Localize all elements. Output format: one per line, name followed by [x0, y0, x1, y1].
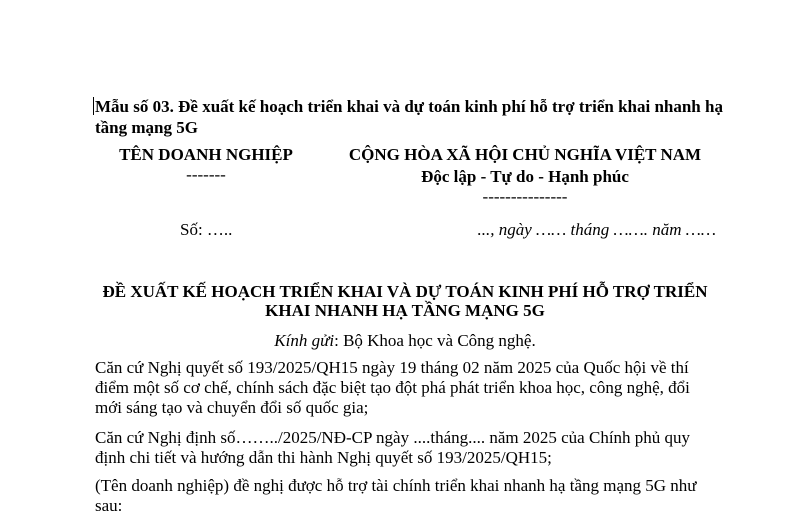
body-paragraph-2: Căn cứ Nghị định số……../2025/NĐ-CP ngày ....tháng.... năm 2025 của Chính phủ quy định chi tiết và hướng dẫn thi hành Nghị quyết số 193/2025/QH15;	[95, 428, 691, 467]
recipient-label: Kính gửi	[274, 331, 335, 350]
motto-divider: ---------------	[482, 187, 568, 206]
nation-header	[330, 144, 720, 206]
recipient-text: : Bộ Khoa học và Công nghệ.	[334, 331, 536, 350]
document-date: ..., ngày …… tháng ……. năm ……	[477, 220, 716, 239]
company-divider: -------	[186, 165, 226, 184]
body-paragraph-1: Căn cứ Nghị quyết số 193/2025/QH15 ngày 19 tháng 02 năm 2025 của Quốc hội về thí điểm một số cơ chế, chính sách đặc biệt tạo đột phá phát triển khoa học, công nghệ, đổi mới sáng tạo và chuyển đổi số quốc gia;	[95, 358, 690, 417]
form-title: Mẫu số 03. Đề xuất kế hoạch triển khai và dự toán kinh phí hỗ trợ triển khai nhanh hạ tầng mạng 5G	[95, 97, 723, 137]
recipient-line	[85, 330, 725, 352]
document-heading-line-1: ĐỀ XUẤT KẾ HOẠCH TRIỂN KHAI VÀ DỰ TOÁN KINH PHÍ HỖ TRỢ TRIỂN	[102, 282, 708, 301]
document-heading-line-2: KHAI NHANH HẠ TẦNG MẠNG 5G	[265, 301, 545, 320]
text-cursor	[93, 97, 94, 115]
motto: Độc lập - Tự do - Hạnh phúc	[421, 167, 629, 186]
body-paragraph-3: (Tên doanh nghiệp) đề nghị được hỗ trợ tài chính triển khai nhanh hạ tầng mạng 5G như sau:	[95, 476, 697, 515]
company-name: TÊN DOANH NGHIỆP	[119, 145, 293, 164]
document-number: Số: …..	[180, 220, 233, 239]
document-heading	[85, 282, 725, 320]
company-header	[105, 144, 307, 184]
nation-line: CỘNG HÒA XÃ HỘI CHỦ NGHĨA VIỆT NAM	[348, 145, 702, 164]
